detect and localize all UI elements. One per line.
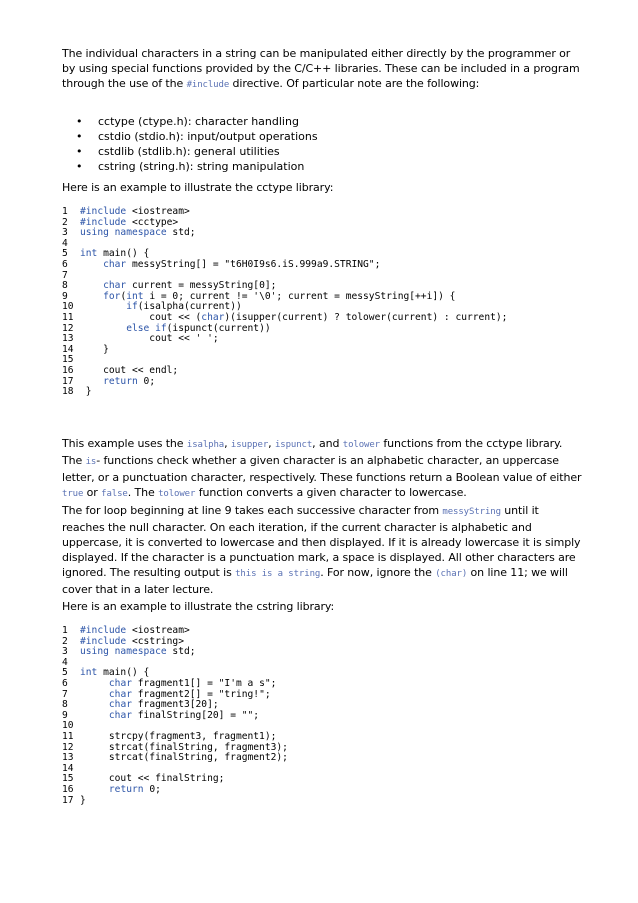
inline-code: false bbox=[101, 489, 128, 499]
paragraph-text: . The bbox=[127, 486, 159, 499]
line-number: 8 bbox=[62, 699, 68, 711]
code-text: fragment3[20]; bbox=[132, 699, 219, 711]
inline-code: (char) bbox=[435, 569, 468, 579]
code-text: ( bbox=[120, 290, 127, 302]
code-line bbox=[62, 711, 288, 722]
code-line bbox=[62, 785, 288, 796]
line-number: 10 bbox=[62, 301, 74, 313]
code-keyword: char bbox=[108, 709, 132, 721]
list-item-text: cstring (string.h): string manipulation bbox=[98, 160, 305, 173]
line-number: 4 bbox=[62, 237, 68, 249]
code-line bbox=[62, 647, 288, 658]
code-text: cout << finalString; bbox=[80, 773, 225, 785]
line-number: 15 bbox=[62, 773, 74, 785]
explain-paragraph-1 bbox=[62, 436, 582, 502]
bullet-icon: • bbox=[76, 130, 83, 143]
paragraph-text: functions from the cctype library. The bbox=[62, 437, 563, 467]
code-text: } bbox=[80, 343, 109, 355]
line-number: 11 bbox=[62, 311, 74, 323]
code-keyword: char bbox=[103, 280, 127, 292]
inline-code: this is a string bbox=[235, 569, 321, 579]
code-text bbox=[80, 291, 103, 302]
paragraph-text: . For now, ignore the bbox=[320, 566, 436, 579]
code-keyword: char bbox=[108, 688, 132, 700]
code-text: finalString[20] = ""; bbox=[132, 709, 260, 721]
intro-text-start: The individual characters in a string can be manipulated either directly by the programmer or by using special functions provided by the C/C++ libraries. These can be included in a program through the use of the bbox=[62, 47, 580, 90]
code-text bbox=[80, 323, 126, 334]
line-number: 14 bbox=[62, 343, 74, 355]
code-text: strcat(finalString, fragment3); bbox=[80, 741, 288, 753]
line-number: 1 bbox=[62, 206, 68, 217]
line-number: 17 bbox=[62, 794, 74, 806]
inline-code: isupper bbox=[230, 440, 269, 450]
code-text bbox=[80, 710, 109, 721]
code-text: fragment2[] = "tring!"; bbox=[132, 688, 271, 700]
code-text: cout << ( bbox=[80, 311, 202, 323]
line-number: 18 bbox=[62, 386, 74, 398]
inline-code: messyString bbox=[442, 507, 501, 517]
code-keyword: int bbox=[126, 290, 144, 302]
code-text: main() { bbox=[97, 248, 150, 260]
code-text: <cstring> bbox=[126, 635, 184, 647]
line-number: 2 bbox=[62, 635, 68, 647]
line-number: 2 bbox=[62, 216, 68, 228]
line-number: 13 bbox=[62, 333, 74, 345]
code-text: (ispunct(current)) bbox=[166, 322, 271, 334]
example2-heading: Here is an example to illustrate the cstring library: bbox=[62, 600, 335, 613]
code-text: <iostream> bbox=[126, 625, 190, 636]
code-text bbox=[80, 689, 109, 700]
code-keyword: char bbox=[201, 311, 225, 323]
code-text: cout << ' '; bbox=[80, 333, 219, 345]
line-number: 6 bbox=[62, 677, 68, 689]
list-item bbox=[62, 159, 318, 174]
code-text bbox=[80, 376, 103, 387]
line-number: 17 bbox=[62, 375, 74, 387]
code-keyword: int bbox=[80, 248, 98, 260]
inline-code: is bbox=[85, 457, 97, 467]
line-number: 5 bbox=[62, 667, 68, 679]
code-line bbox=[62, 753, 288, 764]
code-text bbox=[80, 301, 126, 312]
line-number: 3 bbox=[62, 646, 68, 658]
paragraph-text: function converts a given character to lowercase. bbox=[195, 486, 467, 499]
code-keyword: return bbox=[103, 375, 138, 387]
code-text: (isalpha(current)) bbox=[137, 301, 242, 313]
code-keyword: for bbox=[103, 290, 121, 302]
paragraph-text: - functions check whether a given character is an alphabetic character, an uppercase letter, or a punctuation character, respectively. These functions return a Boolean value of either bbox=[62, 454, 582, 484]
code-keyword: #include bbox=[80, 216, 127, 228]
inline-code: tolower bbox=[158, 489, 196, 499]
code-text: messyString[] = "t6H0I9s6.iS.999a9.STRING"; bbox=[126, 258, 381, 270]
paragraph-text: or bbox=[83, 486, 102, 499]
code-keyword: else if bbox=[126, 322, 167, 334]
code-text: <iostream> bbox=[126, 206, 190, 217]
paragraph-text: This example uses the bbox=[62, 437, 187, 450]
code-text bbox=[80, 280, 103, 291]
code-line bbox=[62, 334, 507, 345]
code-line bbox=[62, 377, 507, 388]
code-text bbox=[80, 699, 109, 710]
line-number: 7 bbox=[62, 688, 68, 700]
inline-code: isalpha bbox=[186, 440, 225, 450]
line-number: 4 bbox=[62, 656, 68, 668]
code-text: strcat(finalString, fragment2); bbox=[80, 752, 288, 764]
code-line bbox=[62, 387, 507, 398]
code-keyword: char bbox=[108, 677, 132, 689]
code-text bbox=[80, 678, 109, 689]
code-text bbox=[80, 784, 109, 795]
line-number: 16 bbox=[62, 783, 74, 795]
code-text: i = 0; current != '\0'; current = messyString[++i]) { bbox=[143, 290, 456, 302]
code-line bbox=[62, 260, 507, 271]
code-text: fragment1[] = "I'm a s"; bbox=[132, 677, 277, 689]
code-text bbox=[80, 259, 103, 270]
include-code-word: #include bbox=[186, 80, 230, 90]
paragraph-text: on line 11; we will cover that in a later lecture. bbox=[62, 566, 568, 596]
line-number: 15 bbox=[62, 354, 74, 366]
line-number: 16 bbox=[62, 364, 74, 376]
line-number: 3 bbox=[62, 227, 68, 239]
inline-code: ispunct bbox=[274, 440, 313, 450]
line-number: 12 bbox=[62, 741, 74, 753]
cctype-code-listing bbox=[62, 207, 507, 398]
code-text: 0; bbox=[137, 375, 156, 387]
line-number: 9 bbox=[62, 709, 68, 721]
bullet-icon: • bbox=[76, 160, 83, 173]
explain-paragraph-2 bbox=[62, 503, 582, 597]
code-text: } bbox=[80, 794, 86, 806]
line-number: 14 bbox=[62, 762, 74, 774]
code-keyword: return bbox=[108, 783, 144, 795]
list-item-text: cctype (ctype.h): character handling bbox=[98, 115, 299, 128]
paragraph-text: , and bbox=[312, 437, 343, 450]
line-number: 8 bbox=[62, 280, 68, 292]
code-text: std; bbox=[166, 646, 196, 658]
line-number: 9 bbox=[62, 290, 68, 302]
line-number: 7 bbox=[62, 269, 68, 281]
paragraph-text: The for loop beginning at line 9 takes each successive character from bbox=[62, 504, 443, 517]
code-keyword: #include bbox=[80, 635, 127, 647]
list-item bbox=[62, 129, 318, 144]
cstring-code-listing bbox=[62, 626, 288, 806]
intro-paragraph bbox=[62, 46, 582, 93]
line-number: 6 bbox=[62, 258, 68, 270]
code-text: cout << endl; bbox=[80, 364, 179, 376]
bullet-icon: • bbox=[76, 115, 83, 128]
code-line bbox=[62, 228, 507, 239]
paragraph-text: until it reaches the null character. On each iteration, if the current character is alphabetic and uppercase, it is converted to lowercase and then displayed. If it is already lowercase it is simply displayed. If the character is a punctuation mark, a space is displayed. All other characters are ignored. The resulting output is bbox=[62, 504, 581, 579]
code-keyword: using namespace bbox=[80, 646, 167, 658]
code-text: std; bbox=[166, 227, 196, 239]
code-keyword: using namespace bbox=[80, 227, 167, 239]
line-number: 1 bbox=[62, 625, 68, 636]
code-line bbox=[62, 345, 507, 356]
inline-code: true bbox=[62, 489, 84, 499]
bullet-icon: • bbox=[76, 145, 83, 158]
library-bullet-list bbox=[62, 114, 318, 174]
line-number: 11 bbox=[62, 730, 74, 742]
line-number: 10 bbox=[62, 720, 74, 732]
list-item bbox=[62, 144, 318, 159]
intro-text-end: directive. Of particular note are the following: bbox=[229, 77, 480, 90]
code-text: strcpy(fragment3, fragment1); bbox=[80, 730, 277, 742]
code-text: } bbox=[80, 386, 92, 398]
paragraph-text: , bbox=[224, 437, 231, 450]
code-keyword: char bbox=[108, 699, 132, 711]
paragraph-text: , bbox=[268, 437, 275, 450]
code-text: <cctype> bbox=[126, 216, 179, 228]
code-text: main() { bbox=[97, 667, 150, 679]
code-text: 0; bbox=[143, 783, 161, 795]
code-keyword: #include bbox=[80, 625, 127, 636]
line-number: 12 bbox=[62, 322, 74, 334]
code-keyword: if bbox=[126, 301, 138, 313]
inline-code: tolower bbox=[342, 440, 380, 450]
list-item bbox=[62, 114, 318, 129]
code-line bbox=[62, 796, 288, 807]
line-number: 5 bbox=[62, 248, 68, 260]
code-keyword: char bbox=[103, 258, 127, 270]
example1-heading: Here is an example to illustrate the cctype library: bbox=[62, 181, 334, 194]
code-text: current = messyString[0]; bbox=[126, 280, 277, 292]
code-keyword: #include bbox=[80, 206, 127, 217]
code-text: )(isupper(current) ? tolower(current) : current); bbox=[224, 311, 508, 323]
code-keyword: int bbox=[80, 667, 98, 679]
line-number: 13 bbox=[62, 752, 74, 764]
list-item-text: cstdio (stdio.h): input/output operations bbox=[98, 130, 318, 143]
list-item-text: cstdlib (stdlib.h): general utilities bbox=[98, 145, 280, 158]
